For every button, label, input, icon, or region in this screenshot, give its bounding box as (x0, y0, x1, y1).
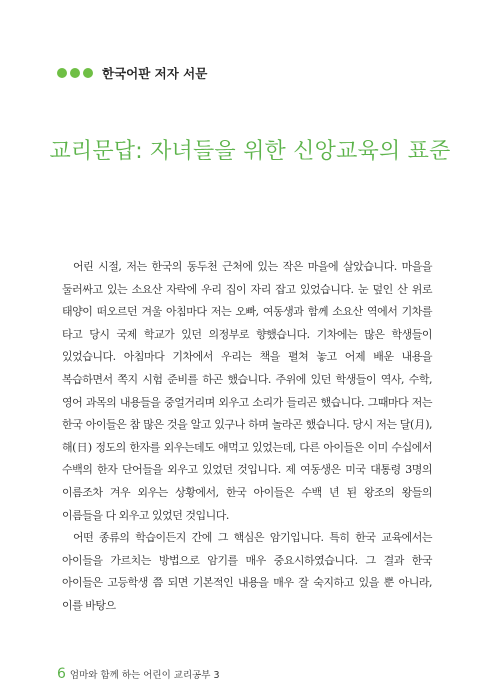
page-number: 6 (57, 666, 66, 682)
paragraph: 어떤 종류의 학습이든지 간에 그 핵심은 암기입니다. 특히 한국 교육에서는 아이들을 가르치는 방법으로 암기를 매우 중요시하였습니다. 그 결과 한국 아이들은 고등학생 쯤 되면 기본적인 내용을 매우 잘 숙지하고 있을 뿐 아니라, 이를 바탕으 (62, 531, 432, 612)
section-label: 한국어판 저자 서문 (102, 66, 208, 81)
bullet-dot-icon (57, 68, 67, 78)
bullet-dot-icon (70, 68, 80, 78)
page-footer (57, 666, 220, 682)
page-title: 교리문답: 자녀들을 위한 신앙교육의 표준 (49, 139, 451, 164)
body-text (62, 256, 432, 618)
bullet-dot-icon (83, 68, 93, 78)
paragraph: 어린 시절, 저는 한국의 동두천 근처에 있는 작은 마을에 살았습니다. 마을을 둘러싸고 있는 소요산 자락에 우리 집이 자리 잡고 있었습니다. 눈 덮인 산 위로 태양이 떠오르던 겨울 아침마다 저는 오빠, 여동생과 함께 소요산 역에서 기차를 타고 당시 국제 학교가 있던 의정부로 향했습니다. 기차에는 많은 학생들이 있었습니다. 아침마다 기차에서 우리는 책을 펼쳐 놓고 어제 배운 내용을 복습하면서 쪽지 시험 준비를 하곤 했습니다. 주위에 있던 학생들이 역사, 수학, 영어 과목의 내용들을 중얼거리며 외우고 소리가 들리곤 했습니다. 그때마다 저는 한국 아이들은 참 많은 것을 알고 있구나 하며 놀라곤 했습니다. 당시 저는 달(月), 해(日) 정도의 한자를 외우는데도 애먹고 있었는데, 다른 아이들은 이미 수십에서 수백의 한자 단어들을 외우고 있었던 것입니다. 제 여동생은 미국 대통령 3명의 이름조차 겨우 외우는 상황에서, 한국 아이들은 수백 년 된 왕조의 왕들의 이름들을 다 외우고 있었던 것입니다. (62, 260, 432, 522)
section-header (57, 64, 207, 82)
book-title: 엄마와 함께 하는 어린이 교리공부 3 (69, 670, 220, 681)
